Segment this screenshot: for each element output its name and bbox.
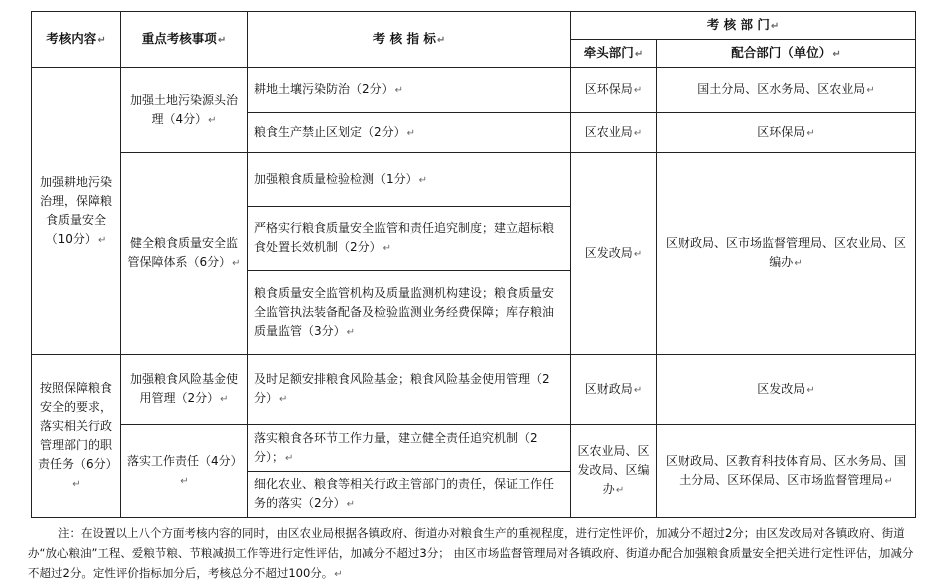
- indicator-cell: [248, 425, 571, 518]
- key-item-cell: 落实工作责任（4分）↵: [121, 425, 248, 518]
- indicator-cell: 耕地土壤污染防治（2分）↵: [248, 68, 571, 113]
- lead-dept-cell: 区农业局、区发改局、区编办↵: [571, 425, 657, 518]
- key-item-cell: 加强土地污染源头治理（4分）↵: [121, 68, 248, 153]
- indicator-cell: 粮食生产禁止区划定（2分）↵: [248, 113, 571, 153]
- header-lead: 牵头部门↵: [571, 40, 657, 68]
- content-cell-2: 按照保障粮食安全的要求，落实相关行政管理部门的职责任务（6分）↵: [32, 355, 121, 518]
- lead-dept-cell: 区农业局↵: [571, 113, 657, 153]
- assessment-table: [31, 11, 916, 518]
- lead-dept-cell: 区环保局↵: [571, 68, 657, 113]
- header-indicator: 考 核 指 标↵: [248, 12, 571, 68]
- header-dept: 考 核 部 门↵: [571, 12, 916, 40]
- header-content: 考核内容↵: [32, 12, 121, 68]
- footnote: 注：在设置以上八个方面考核内容的同时，由区农业局根据各镇政府、街道办对粮食生产的重视程度，进行定性评价，加减分不超过2分；由区发改局对各镇政府、街道办“放心粮油”工程、爱粮节粮、节粮减损工作等进行定性评估，加减分不超过3分； 由区市场监督管理局对各镇政府、街道办配合加强粮食质量安全把关进行定性评估，加减分不超过2分。定性评价指标加分后，考核总分不超过100分。↵: [28, 526, 914, 580]
- lead-dept-cell: 区财政局↵: [571, 355, 657, 425]
- coop-dept-cell: 区财政局、区教育科技体育局、区水务局、国土分局、区环保局、区市场监督管理局↵: [657, 425, 916, 518]
- coop-dept-cell: 区财政局、区市场监督管理局、区农业局、区编办↵: [657, 153, 916, 355]
- indicator-cell: 粮食质量安全监管机构及质量监测机构建设；粮食质量安全监管执法装备配备及检验监测业务经费保障；库存粮油质量监管（3分）↵: [248, 271, 571, 355]
- content-cell-1: 加强耕地污染治理，保障粮食质量安全（10分）↵: [32, 68, 121, 355]
- coop-dept-cell: 区环保局↵: [657, 113, 916, 153]
- header-coop: 配合部门（单位）↵: [657, 40, 916, 68]
- coop-dept-cell: 国土分局、区水务局、区农业局↵: [657, 68, 916, 113]
- key-item-cell: 加强粮食风险基金使用管理（2分）↵: [121, 355, 248, 425]
- indicator-cell: 及时足额安排粮食风险基金；粮食风险基金使用管理（2分）↵: [248, 355, 571, 425]
- indicator-sub: 落实粮食各环节工作力量，建立健全责任追究机制（2分）；↵: [248, 426, 570, 472]
- indicator-cell: 严格实行粮食质量安全监管和责任追究制度；建立超标粮食处置长效机制（2分）↵: [248, 207, 571, 271]
- indicator-cell: 加强粮食质量检验检测（1分）↵: [248, 153, 571, 207]
- coop-dept-cell: 区发改局↵: [657, 355, 916, 425]
- lead-dept-cell: 区发改局↵: [571, 153, 657, 355]
- header-key-item: 重点考核事项↵: [121, 12, 248, 68]
- key-item-cell: 健全粮食质量安全监管保障体系（6分）↵: [121, 153, 248, 355]
- indicator-sub: 细化农业、粮食等相关行政主管部门的责任，保证工作任务的落实（2分）↵: [254, 476, 555, 510]
